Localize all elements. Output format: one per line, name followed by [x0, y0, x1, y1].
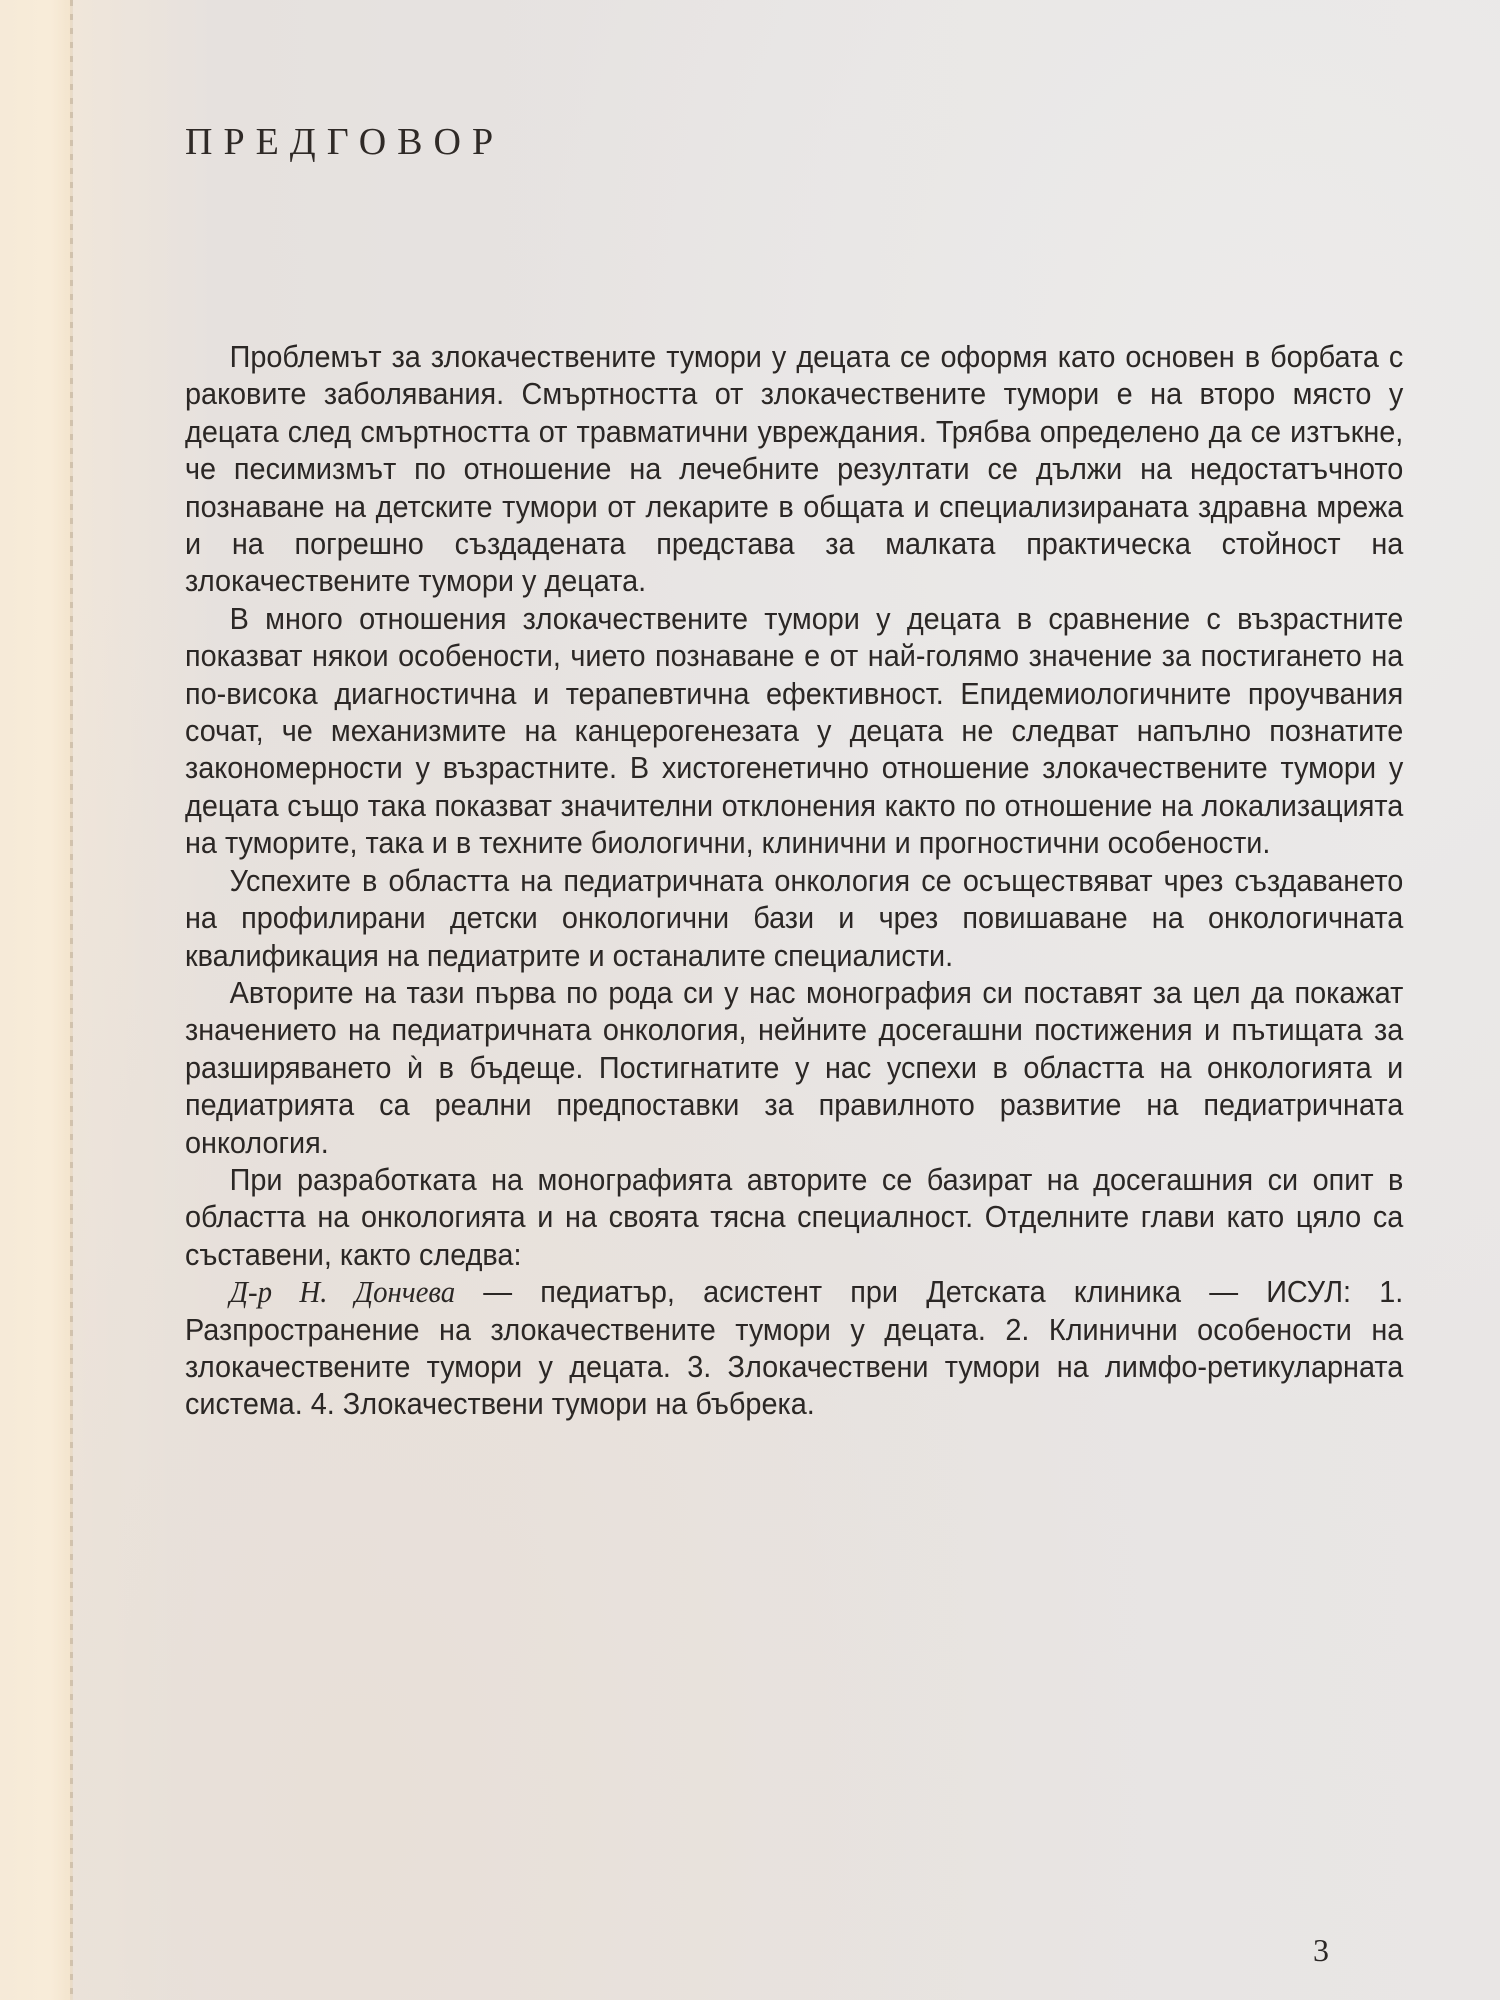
page-number: 3 [1313, 1932, 1329, 1968]
author-contribution: — педиатър, асистент при Детската клиника — ИСУЛ: 1. Разпространение на злокачествените тумори у децата. 2. Клинични особености на злокачествените тумори у децата. 3. Злокачествени тумори на лимфо-ретикуларната система. 4. Злокачествени тумори на бъбрека. [185, 1274, 1404, 1422]
paragraph-1: Проблемът за злокачествените тумори у децата се оформя като основен в борбата с раковите заболявания. Смъртността от злокачествените тумори е на второ място у децата след смъртността от травматични увреждания. Трябва определено да се изтъкне, че песимизмът по отношение на лечебните резултати се дължи на недостатъчното познаване на детските тумори от лекарите в общата и специализираната здравна мрежа и на погрешно създадената представа за малката практическа стойност на злокачествените тумори у децата. [185, 339, 1404, 599]
paragraph-4: Авторите на тази първа по рода си у нас монография си поставят за цел да покажат значението на педиатричната онкология, нейните досегашни постижения и пътищата за разширяването ѝ в бъдеще. Постигнатите у нас успехи в областта на онкологията и педиатрията са реални предпоставки за правилното развитие на педиатричната онкология. [185, 974, 1404, 1160]
paragraph-5: При разработката на монографията авторите се базират на досегашния си опит в областта на онкологията и на своята тясна специалност. Отделните глави като цяло са съставени, както следва: [185, 1161, 1404, 1272]
book-page [73, 0, 1500, 2000]
author-name: Д-р Н. Дончева [229, 1274, 456, 1310]
facing-page-edge [0, 0, 72, 2000]
page-heading: ПРЕДГОВОР [185, 121, 505, 163]
paragraph-3: Успехите в областта на педиатричната онкология се осъществяват чрез създаването на профилирани детски онкологични бази и чрез повишаване на онкологичната квалификация на педиатрите и останалите специалисти. [185, 862, 1404, 973]
body-text [185, 338, 1403, 1423]
paragraph-2: В много отношения злокачествените тумори у децата в сравнение с възрастните показват някои особености, чието познаване е от най-голямо значение за постигането на по-висока диагностична и терапевтична ефективност. Епидемиологичните проучвания сочат, че механизмите на канцерогенезата у децата не следват напълно познатите закономерности у възрастните. В хистогенетично отношение злокачествените тумори у децата също така показват значителни отклонения както по отношение на локализацията на туморите, така и в техните биологични, клинични и прогностични особености. [185, 600, 1404, 861]
paragraph-6 [185, 1273, 1403, 1423]
